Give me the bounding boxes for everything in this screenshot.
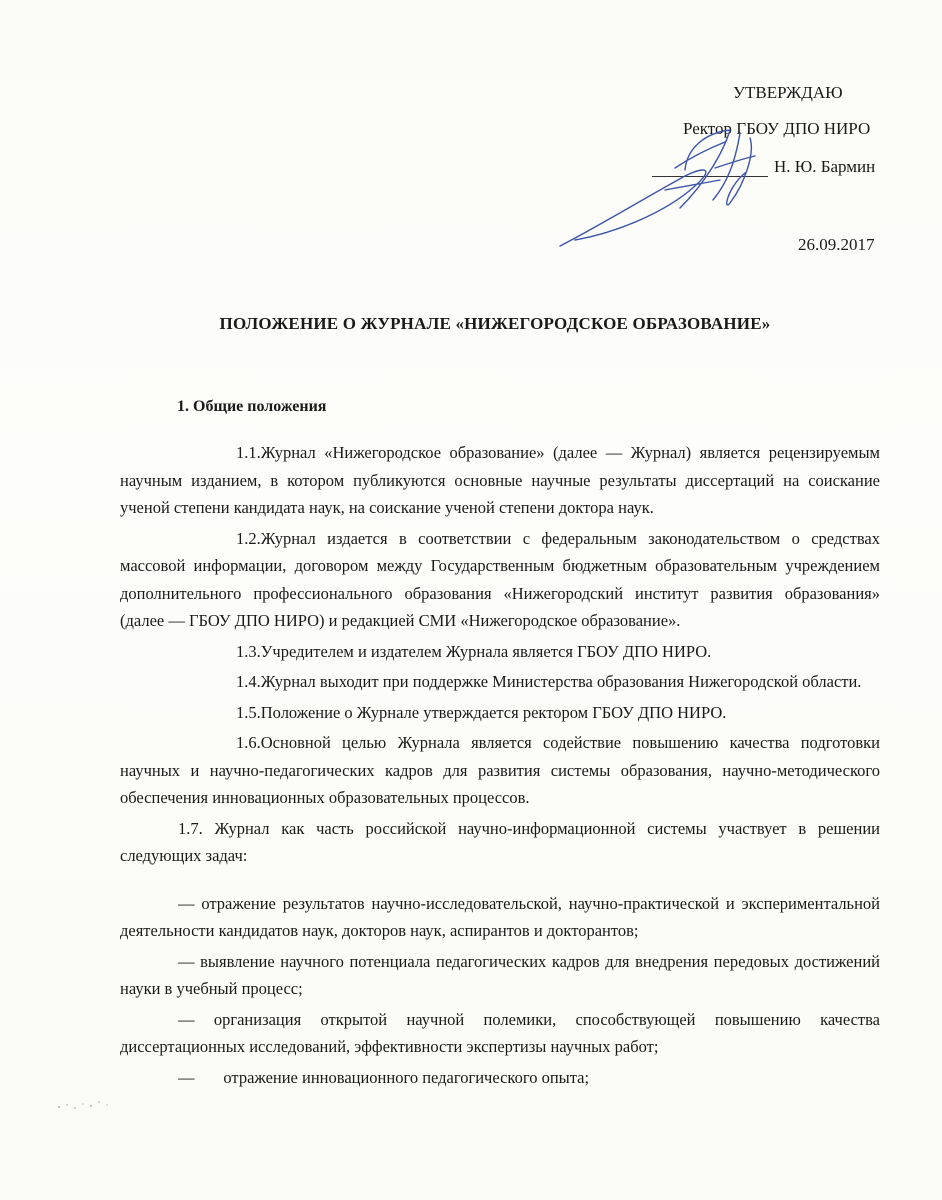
task-text: — организация открытой научной полемики, способствующей повышению качества диссертационных исследований, эффективности экспертизы научных работ; (120, 1009, 880, 1056)
paragraph-text: 1.7. Журнал как часть российской научно-информационной системы участвует в решении следующих задач: (120, 818, 880, 865)
paragraph-1-5 (120, 699, 880, 727)
document-body (120, 439, 880, 1091)
section-heading: 1. Общие положения (177, 398, 327, 415)
document-title (0, 314, 942, 334)
paragraph-1-4 (120, 668, 880, 696)
task-item (120, 890, 880, 945)
task-item (120, 1064, 880, 1092)
paragraph-text: Журнал «Нижегородское образование» (далее — Журнал) является рецензируемым научным изданием, в котором публикуются основные научные результаты диссертаций на соискание ученой степени кандидата наук, на соискание ученой степени доктора наук. (120, 443, 880, 517)
paragraph-text: Основной целью Журнала является содействие повышению качества подготовки научных и научно-педагогических кадров для развития системы образования, научно-методического обеспечения инновационных образовательных процессов. (120, 733, 880, 807)
paragraph-text: Журнал издается в соответствии с федеральным законодательством о средствах массовой информации, договором между Государственным бюджетным образовательным учреждением дополнительного профессионального образования «Нижегородский институт развития образования» (далее — ГБОУ ДПО НИРО) и редакцией СМИ «Нижегородское образование». (120, 528, 880, 630)
task-text: — отражение результатов научно-исследовательской, научно-практической и экспериментальной деятельности кандидатов наук, докторов наук, аспирантов и докторантов; (120, 893, 880, 940)
task-item (120, 1006, 880, 1061)
paragraph-number: 1.4. (236, 672, 261, 691)
scan-specks (55, 1095, 115, 1113)
paragraph-number: 1.5. (236, 702, 261, 722)
approval-date: 26.09.2017 (798, 235, 875, 254)
handwritten-signature (555, 128, 785, 253)
paragraph-number: 1.3. (236, 641, 261, 661)
document-title-text: ПОЛОЖЕНИЕ О ЖУРНАЛЕ «НИЖЕГОРОДСКОЕ ОБРАЗОВАНИЕ» (219, 314, 771, 333)
paragraph-1-7 (120, 815, 880, 870)
approval-name: Н. Ю. Бармин (774, 157, 876, 176)
paragraph-1-6 (120, 729, 880, 812)
paragraph-1-2 (120, 525, 880, 635)
task-text: — отражение инновационного педагогического опыта; (178, 1067, 590, 1087)
paragraph-number: 1.6. (236, 733, 261, 752)
approval-title: УТВЕРЖДАЮ (733, 83, 843, 102)
task-item (120, 948, 880, 1003)
paragraph-1-1 (120, 439, 880, 522)
spacer (120, 870, 880, 890)
paragraph-1-3 (120, 638, 880, 666)
paragraph-number: 1.1. (236, 443, 261, 462)
task-text: — выявление научного потенциала педагогических кадров для внедрения передовых достижений науки в учебный процесс; (120, 951, 880, 998)
paragraph-text: Журнал выходит при поддержке Министерства образования Нижегородской области. (260, 672, 862, 691)
paragraph-text: Положение о Журнале утверждается ректором ГБОУ ДПО НИРО. (260, 702, 727, 722)
paragraph-text: Учредителем и издателем Журнала является ГБОУ ДПО НИРО. (260, 641, 712, 661)
approval-rank: Ректор ГБОУ ДПО НИРО (683, 119, 871, 138)
paragraph-number: 1.2. (236, 528, 261, 548)
